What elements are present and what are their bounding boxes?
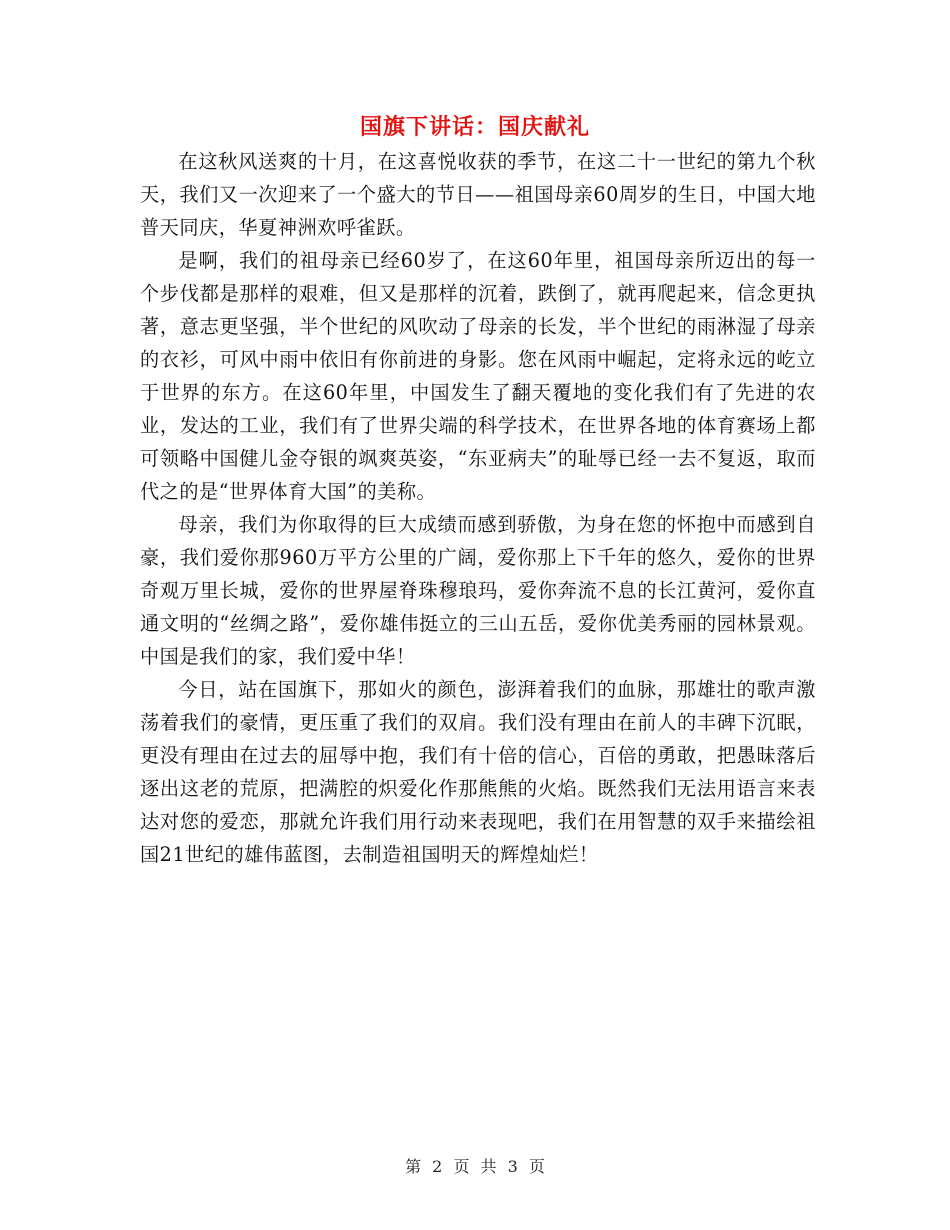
page-title: 国旗下讲话：国庆献礼 (359, 114, 590, 140)
paragraph-1: 在这秋风送爽的十月，在这喜悦收获的季节，在这二十一世纪的第九个秋天，我们又一次迎来了一个盛大的节日——祖国母亲60周岁的生日，中国大地普天同庆，华夏神洲欢呼雀跃。 (140, 150, 816, 239)
paragraph-4: 今日，站在国旗下，那如火的颜色，澎湃着我们的血脉，那雄壮的歌声激荡着我们的豪情，更压重了我们的双肩。我们没有理由在前人的丰碑下沉眠，更没有理由在过去的屈辱中抱，我们有十倍的信心，百倍的勇敢，把愚昧落后逐出这老的荒原，把满腔的炽爱化作那熊熊的火焰。既然我们无法用语言来表达对您的爱恋，那就允许我们用行动来表现吧，我们在用智慧的双手来描绘祖国21世纪的雄伟蓝图，去制造祖国明天的辉煌灿烂！ (140, 678, 816, 866)
document-body (140, 145, 816, 871)
paragraph-2: 是啊，我们的祖母亲已经60岁了，在这60年里，祖国母亲所迈出的每一个步伐都是那样的艰难，但又是那样的沉着，跌倒了，就再爬起来，信念更执著，意志更坚强，半个世纪的风吹动了母亲的长发，半个世纪的雨淋湿了母亲的衣衫，可风中雨中依旧有你前进的身影。您在风雨中崛起，定将永远的屹立于世界的东方。在这60年里，中国发生了翻天覆地的变化我们有了先进的农业，发达的工业，我们有了世界尖端的科学技术，在世界各地的体育赛场上都可领略中国健儿金夺银的飒爽英姿，“东亚病夫”的耻辱已经一去不复返，取而代之的是“世界体育大国”的美称。 (140, 249, 816, 503)
page-number-footer: 第 2 页 共 3 页 (405, 1157, 545, 1176)
paragraph-3: 母亲，我们为你取得的巨大成绩而感到骄傲，为身在您的怀抱中而感到自豪，我们爱你那960万平方公里的广阔，爱你那上下千年的悠久，爱你的世界奇观万里长城，爱你的世界屋脊珠穆琅玛，爱你奔流不息的长江黄河，爱你直通文明的“丝绸之路”，爱你雄伟挺立的三山五岳，爱你优美秀丽的园林景观。中国是我们的家，我们爱中华！ (140, 513, 816, 668)
